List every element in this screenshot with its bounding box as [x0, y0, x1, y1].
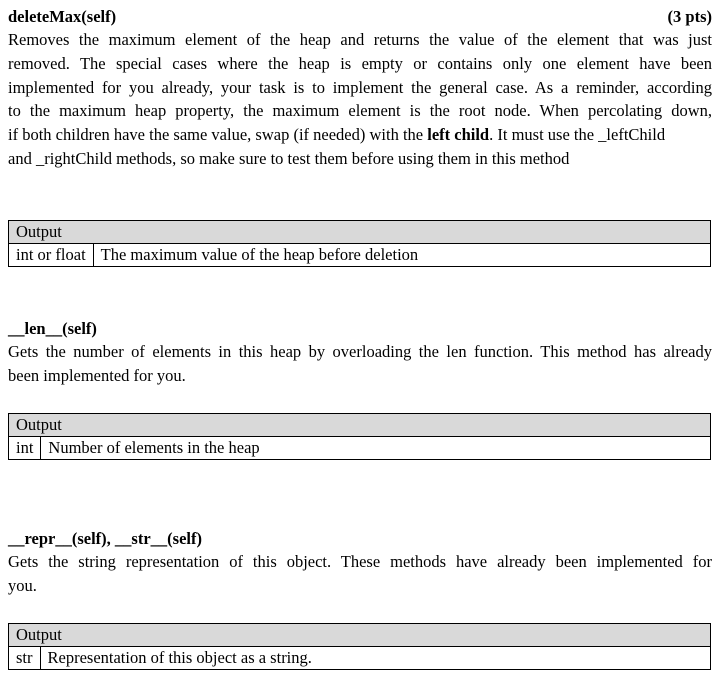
output-description: The maximum value of the heap before deletion [93, 244, 710, 267]
table-header-row [9, 221, 711, 244]
deletemax-line-5 [8, 123, 712, 147]
len-line-1: Gets the number of elements in this heap by overloading the len function. This method has already [8, 342, 712, 361]
deletemax-heading [8, 6, 712, 28]
output-header: Output [9, 414, 711, 437]
len-heading [8, 318, 712, 340]
table-row [9, 647, 711, 670]
table-row [9, 437, 711, 460]
output-header: Output [9, 624, 711, 647]
deletemax-line-5-end: . It must use the _leftChild [489, 125, 666, 145]
repr-str-description [8, 550, 712, 598]
len-output-table [8, 413, 711, 460]
table-row [9, 244, 711, 267]
repr-str-line-1: Gets the string representation of this object. These methods have already been implemented for [8, 552, 712, 571]
table-header-row [9, 414, 711, 437]
deletemax-line-6: and _rightChild methods, so make sure to test them before using them in this method [8, 148, 570, 168]
repr-str-section [8, 528, 712, 598]
len-section [8, 318, 712, 388]
repr-str-heading [8, 528, 712, 550]
repr-str-output-table [8, 623, 711, 670]
output-type: str [9, 647, 41, 670]
deletemax-line-3: implemented for you already, your task is to implement the general case. As a reminder, according [8, 77, 712, 97]
deletemax-line-4: to the maximum heap property, the maximum element is the root node. When percolating down, [8, 101, 712, 121]
output-type: int or float [9, 244, 94, 267]
deletemax-line-1: Removes the maximum element of the heap and returns the value of the element that was just [8, 30, 712, 49]
deletemax-line-2: removed. The special cases where the heap is empty or contains only one element have been [8, 53, 712, 73]
deletemax-line-5-start: if both children have the same value, swap (if needed) with the [8, 125, 428, 145]
deletemax-description [8, 28, 712, 171]
deletemax-points: (3 pts) [667, 7, 712, 26]
left-child-emphasis: left child [427, 125, 490, 145]
table-header-row [9, 624, 711, 647]
deletemax-signature: deleteMax(self) [8, 7, 117, 26]
len-signature: __len__(self) [8, 319, 97, 338]
repr-str-signature: __repr__(self), __str__(self) [8, 529, 202, 548]
len-description [8, 340, 712, 388]
output-description: Representation of this object as a string. [40, 647, 711, 670]
deletemax-section [8, 6, 712, 171]
len-line-2: been implemented for you. [8, 365, 186, 385]
deletemax-output-table [8, 220, 711, 267]
output-header: Output [9, 221, 711, 244]
output-description: Number of elements in the heap [41, 437, 711, 460]
repr-str-line-2: you. [8, 575, 37, 595]
output-type: int [9, 437, 41, 460]
